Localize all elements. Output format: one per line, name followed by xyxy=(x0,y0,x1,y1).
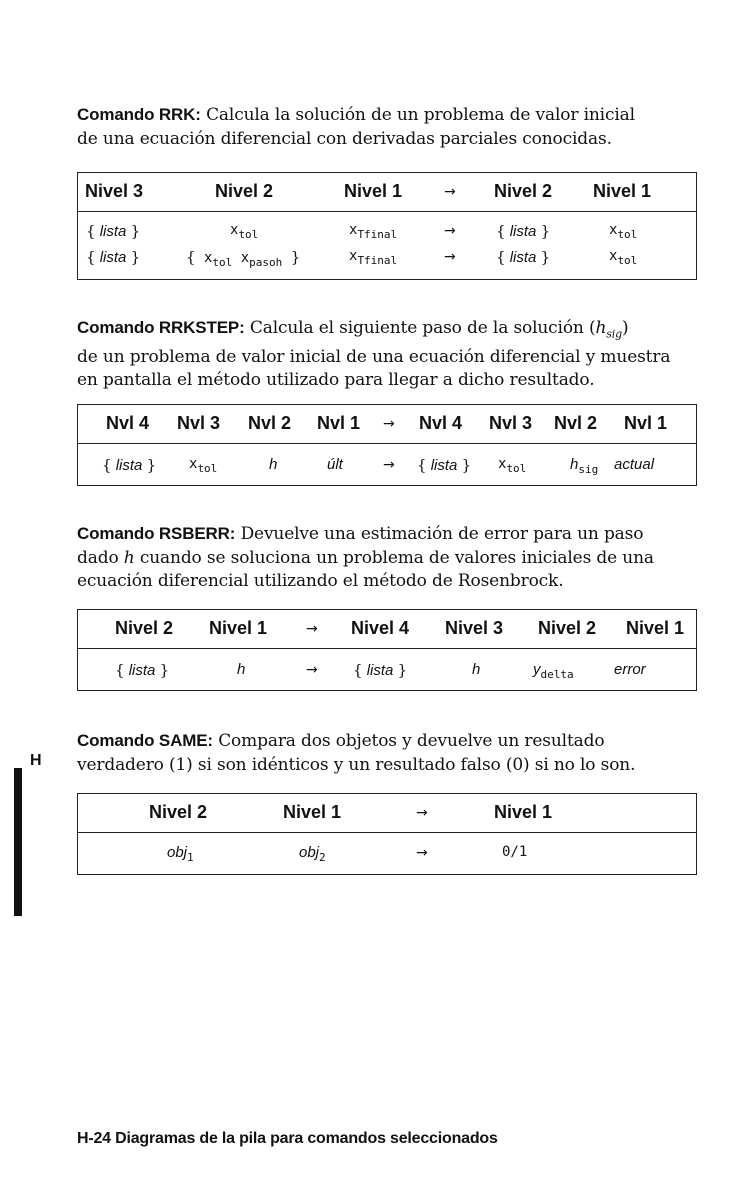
description-line: en pantalla el método utilizado para llegar a dicho resultado. xyxy=(77,370,595,391)
table-header xyxy=(78,173,696,212)
stack-cell: $x_{tol}$ xyxy=(498,456,527,475)
stack-cell: $x_{tol}$ xyxy=(609,248,638,267)
stack-cell: h xyxy=(472,661,481,678)
command-name: Comando SAME: xyxy=(77,731,213,750)
stack-cell: { lista } xyxy=(496,222,551,240)
stack-cell: $h_{sig}$ xyxy=(570,456,599,476)
stack-cell: $y_{delta}$ xyxy=(533,661,574,681)
header-cell: Nvl 1 xyxy=(624,413,668,433)
stack-cell: { lista } xyxy=(115,661,170,679)
description-line: de un problema de valor inicial de una ecuación diferencial y muestra xyxy=(77,346,671,367)
table-row xyxy=(78,212,696,244)
stack-cell: 0/1 xyxy=(502,844,528,860)
stack-cell: $x_{tol}$ xyxy=(609,222,638,241)
header-cell: Nivel 1 xyxy=(494,802,553,822)
stack-cell: actual xyxy=(614,456,655,473)
stack-cell: { lista } xyxy=(417,456,472,474)
header-cell: Nivel 2 xyxy=(149,802,208,822)
arrow-icon: → xyxy=(383,457,395,473)
same-stack-table xyxy=(77,793,697,875)
stack-cell: { $x_{tol}$ $x_{pasoh}$ } xyxy=(186,248,301,269)
stack-cell: { lista } xyxy=(86,222,141,240)
header-cell: Nivel 1 xyxy=(626,618,685,638)
rrkstep-description: Comando RRKSTEP: Calcula el siguiente paso de la solución $(h_{sig})$ de un problema de valor inicial de una ecuación diferencial y muestra en pantalla el método utilizado para llegar a dicho resultado. xyxy=(77,318,671,391)
stack-cell: $x_{Tfinal}$ xyxy=(349,222,398,241)
command-name: Comando RSBERR: xyxy=(77,524,236,543)
stack-cell: { lista } xyxy=(496,248,551,266)
header-cell: Nvl 2 xyxy=(248,413,292,433)
stack-cell: { lista } xyxy=(353,661,408,679)
stack-cell: error xyxy=(614,661,646,678)
rsberr-description: Comando RSBERR: Devuelve una estimación de error para un paso dado h cuando se soluciona un problema de valores iniciales de una ecuación diferencial utilizando el método de Rosenbrock. xyxy=(77,524,654,591)
stack-cell: $x_{tol}$ xyxy=(189,456,218,475)
table-header xyxy=(78,405,696,444)
stack-cell: h xyxy=(269,456,278,473)
header-cell: Nivel 1 xyxy=(209,618,268,638)
arrow-icon: → xyxy=(383,416,395,432)
header-cell: Nivel 1 xyxy=(283,802,342,822)
arrow-icon: → xyxy=(444,184,456,200)
stack-cell: h xyxy=(237,661,246,678)
stack-cell: { lista } xyxy=(102,456,157,474)
header-cell: Nivel 3 xyxy=(445,618,504,638)
header-cell: Nvl 4 xyxy=(106,413,150,433)
header-cell: Nivel 3 xyxy=(85,181,144,201)
table-row xyxy=(78,444,696,484)
stack-cell: últ xyxy=(327,456,343,473)
header-cell: Nivel 4 xyxy=(351,618,410,638)
header-cell: Nivel 1 xyxy=(593,181,652,201)
header-cell: Nvl 2 xyxy=(554,413,598,433)
description-line: de una ecuación diferencial con derivadas parciales conocidas. xyxy=(77,128,612,149)
description-line: Devuelve una estimación de error para un paso xyxy=(240,524,644,544)
stack-cell: $x_{Tfinal}$ xyxy=(349,248,398,267)
table-header xyxy=(78,794,696,833)
header-cell: Nivel 2 xyxy=(538,618,597,638)
stack-cell: { lista } xyxy=(86,248,141,266)
description-line: Calcula la solución de un problema de valor inicial xyxy=(206,105,635,125)
table-row xyxy=(78,244,696,276)
stack-cell: obj$_2$ xyxy=(299,844,326,864)
description-line: verdadero (1) si son idénticos y un resultado falso (0) si no lo son. xyxy=(77,754,636,775)
table-row xyxy=(78,649,696,689)
arrow-icon: → xyxy=(444,223,456,239)
arrow-icon: → xyxy=(306,621,318,637)
arrow-icon: → xyxy=(444,249,456,265)
arrow-icon: → xyxy=(416,805,428,821)
stack-cell: $x_{tol}$ xyxy=(230,222,259,241)
arrow-icon: → xyxy=(306,662,318,678)
stack-cell: obj$_1$ xyxy=(167,844,194,864)
header-cell: Nvl 1 xyxy=(317,413,361,433)
page-footer: H-24 Diagramas de la pila para comandos seleccionados xyxy=(77,1130,498,1147)
section-tab-letter: H xyxy=(30,752,42,769)
table-row xyxy=(78,833,696,873)
header-cell: Nivel 1 xyxy=(344,181,403,201)
table-header xyxy=(78,610,696,649)
rrkstep-stack-table xyxy=(77,404,697,486)
header-cell: Nivel 2 xyxy=(215,181,274,201)
header-cell: Nvl 3 xyxy=(489,413,533,433)
description-line: Compara dos objetos y devuelve un resultado xyxy=(218,731,605,751)
arrow-icon: → xyxy=(416,845,428,861)
header-cell: Nivel 2 xyxy=(494,181,553,201)
table-body xyxy=(78,212,696,276)
header-cell: Nvl 3 xyxy=(177,413,221,433)
header-cell: Nivel 2 xyxy=(115,618,174,638)
command-name: Comando RRKSTEP: xyxy=(77,318,245,337)
header-cell: Nvl 4 xyxy=(419,413,463,433)
section-tab-bar xyxy=(14,768,22,916)
rrk-description xyxy=(77,103,699,151)
rrk-stack-table xyxy=(77,172,697,280)
same-description xyxy=(77,729,699,777)
rsberr-stack-table xyxy=(77,609,697,691)
command-name: Comando RRK: xyxy=(77,105,201,124)
description-line: ecuación diferencial utilizando el método de Rosenbrock. xyxy=(77,571,564,591)
